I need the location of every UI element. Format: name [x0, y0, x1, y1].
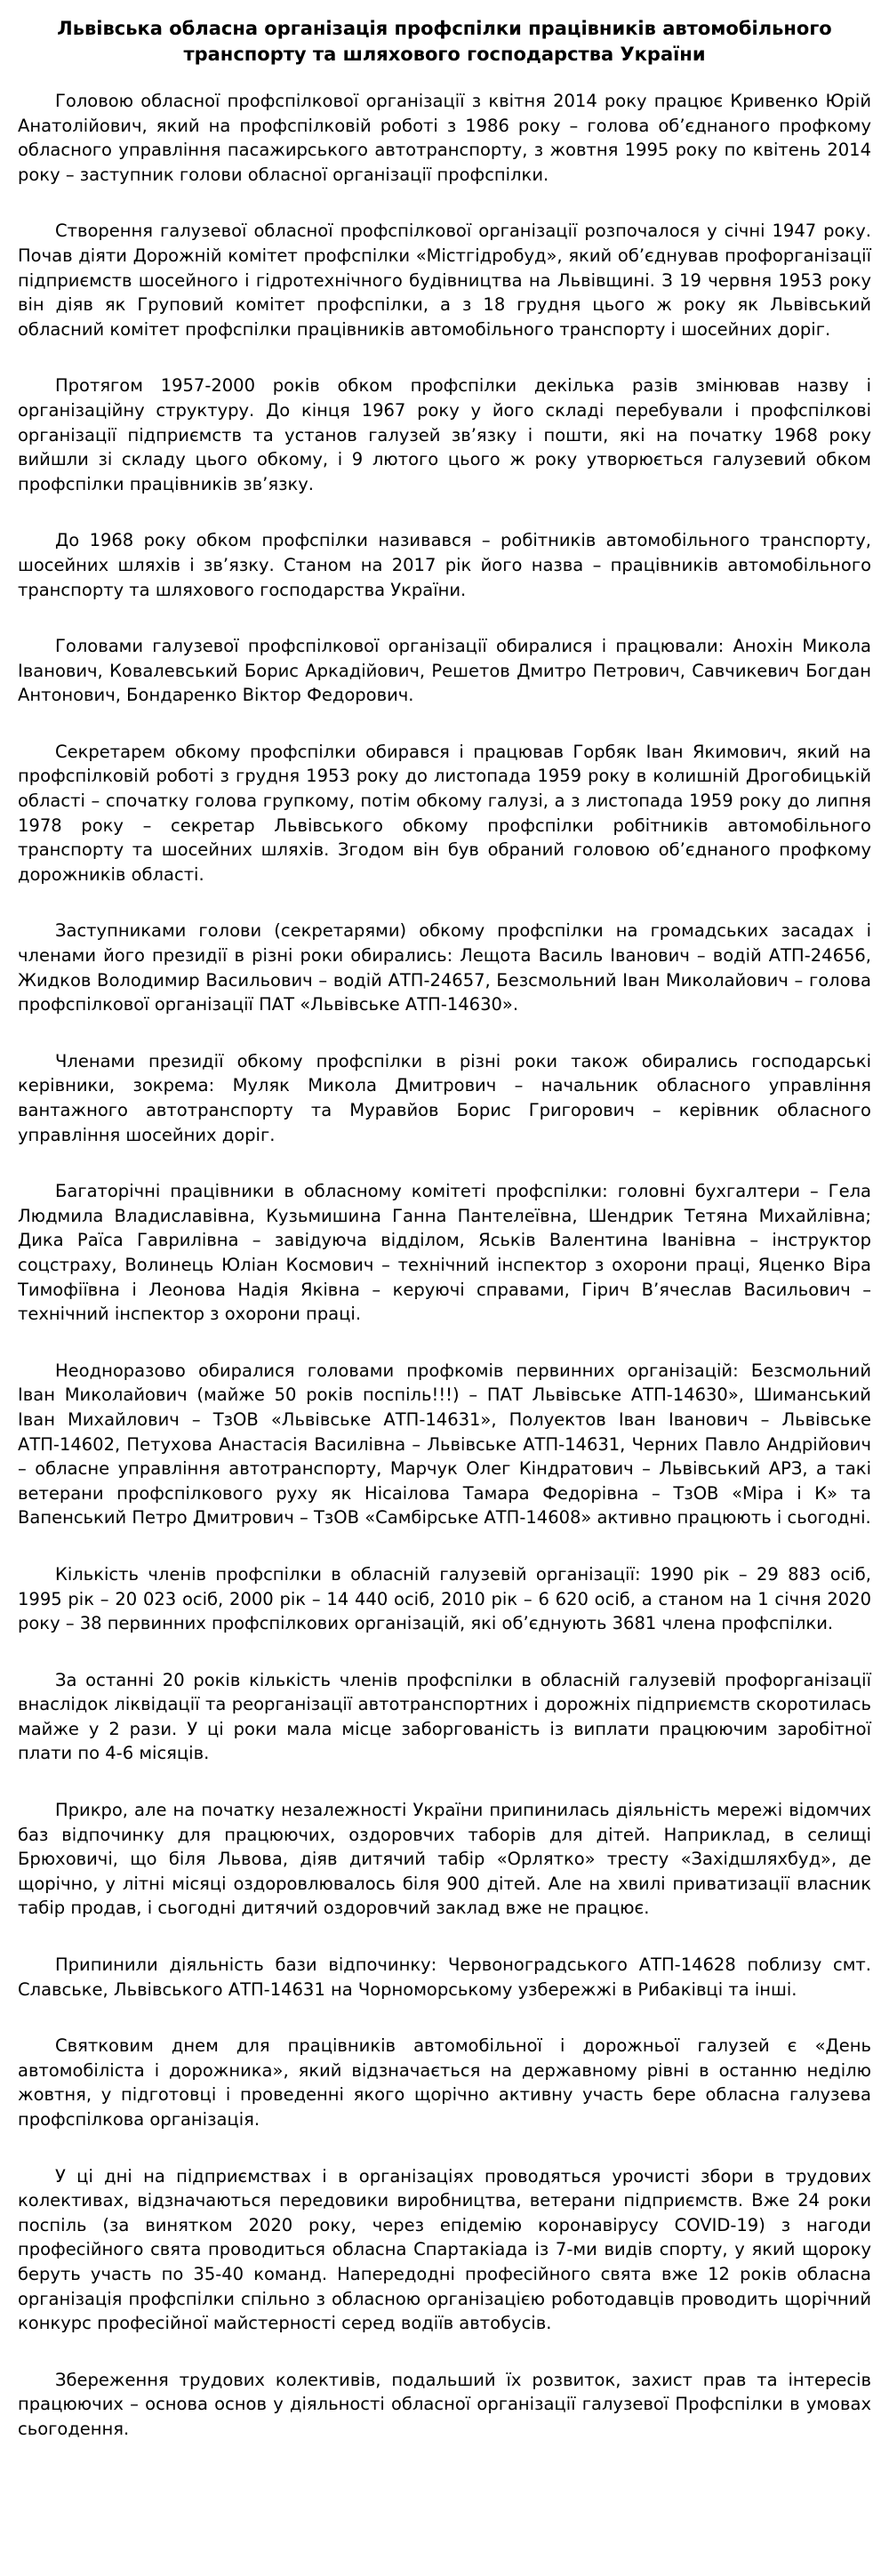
paragraph-16: У ці дні на підприємствах і в організаціях проводяться урочисті збори в трудових колективах, відзначаються передовики виробництва, ветерани підприємств. Вже 24 роки поспіль (за винятком 2020 року, через епідемію коронавірусу COVID-19) з нагоди професійного свята проводиться обласна Спартакіада із 7-ми видів спорту, у який щороку беруть участь по 35-40 команд. Напередодні професійного свята вже 12 років обласна організація профспілки спільно з обласною організацією роботодавців проводить щорічний конкурс професійної майстерності серед водіїв автобусів. [18, 2165, 871, 2334]
paragraph-11: Кількість членів профспілки в обласній галузевій організації: 1990 рік – 29 883 осіб, 1995 рік – 20 023 осіб, 2000 рік – 14 440 осіб, 2010 рік – 6 620 осіб, а станом на 1 січня 2020 року – 38 первинних профспілкових організацій, які об’єднують 3681 члена профспілки. [18, 1563, 871, 1634]
document-title: Львівська обласна організація профспілки працівників автомобільного транспорту та шляхового господарства України [57, 18, 832, 65]
paragraph-5: Головами галузевої профспілкової організації обиралися і працювали: Анохін Микола Іванович, Ковалевський Борис Аркадійович, Решетов Дмитро Петрович, Савчикевич Богдан Антонович, Бондаренко Віктор Федорович. [18, 636, 871, 706]
paragraph-6: Секретарем обкому профспілки обирався і працював Горбяк Іван Якимович, який на профспілковій роботі з грудня 1953 року до листопада 1959 року в колишній Дрогобицькій області – спочатку голова групкому, потім обкому галузі, а з листопада 1959 року до липня 1978 року – секретар Львівського обкому профспілки робітників автомобільного транспорту та шосейних шляхів. Згодом він був обраний головою об’єднаного профкому дорожників області. [18, 741, 871, 885]
paragraph-17: Збереження трудових колективів, подальший їх розвиток, захист прав та інтересів працюючих – основа основ у діяльності обласної організації галузевої Профспілки в умовах сьогодення. [18, 2369, 871, 2439]
paragraph-4: До 1968 року обком профспілки називався – робітників автомобільного транспорту, шосейних шляхів і зв’язку. Станом на 2017 рік його назва – працівників автомобільного транспорту та шляхового господарства України. [18, 530, 871, 600]
paragraph-8: Членами президії обкому профспілки в різні роки також обирались господарські керівники, зокрема: Муляк Микола Дмитрович – начальник обласного управління вантажного автотранспорту та Муравйов Борис Григорович – керівник обласного управління шосейних доріг. [18, 1050, 871, 1145]
paragraph-2: Створення галузевої обласної профспілкової організації розпочалося у січні 1947 року. Почав діяти Дорожній комітет профспілки «Містгідробуд», який об’єднував профорганізації підприємств шосейного і гідротехнічного будівництва на Львівщині. З 19 червня 1953 року він діяв як Груповий комітет профспілки, а з 18 грудня цього ж року як Львівський обласний комітет профспілки працівників автомобільного транспорту і шосейних доріг. [18, 221, 871, 340]
paragraph-13: Прикро, але на початку незалежності України припинилась діяльність мережі відомчих баз відпочинку для працюючих, оздоровчих таборів для дітей. Наприклад, в селищі Брюховичі, що біля Львова, діяв дитячий табір «Орлятко» тресту «Західшляхбуд», де щорічно, у літні місяці оздоровлювалось біля 900 дітей. Але на хвилі приватизації власник табір продав, і сьогодні дитячий оздоровчий заклад вже не працює. [18, 1800, 871, 1919]
paragraph-9: Багаторічні працівники в обласному комітеті профспілки: головні бухгалтери – Гела Людмила Владиславівна, Кузьмишина Ганна Пантелеївна, Шендрик Тетяна Михайлівна; Дика Раїса Гаврилівна – завідуюча відділом, Яськів Валентина Іванівна – інструктор соцстраху, Волинець Юліан Космович – технічний інспектор з охорони праці, Яценко Віра Тимофіївна і Леонова Надія Яківна – керуючі справами, Гірич В’ячеслав Васильович – технічний інспектор з охорони праці. [18, 1181, 871, 1325]
paragraph-3: Протягом 1957-2000 років обком профспілки декілька разів змінював назву і організаційну структуру. До кінця 1967 року у його складі перебували і профспілкові організації підприємств та установ галузей зв’язку і пошти, які на початку 1968 року вийшли зі складу цього обкому, і 9 лютого цього ж року утворюється галузевий обком профспілки працівників зв’язку. [18, 375, 871, 494]
paragraph-15: Святковим днем для працівників автомобільної і дорожньої галузей є «День автомобіліста і дорожника», який відзначається на державному рівні в останню неділю жовтня, у підготовці і проведенні якого щорічно активну участь бере обласна галузева профспілкова організація. [18, 2035, 871, 2130]
paragraph-12: За останні 20 років кількість членів профспілки в обласній галузевій профорганізації внаслідок ліквідації та реорганізації автотранспортних і дорожніх підприємств скоротилась майже у 2 рази. У ці роки мала місце заборгованість із виплати працюючим заробітної плати по 4-6 місяців. [18, 1669, 871, 1764]
document-body [18, 89, 871, 2442]
paragraph-7: Заступниками голови (секретарями) обкому профспілки на громадських засадах і членами його президії в різні роки обирались: Лещота Василь Іванович – водій АТП-24656, Жидков Володимир Васильович – водій АТП-24657, Безсмольний Іван Миколайович – голова профспілкової організації ПАТ «Львівське АТП-14630». [18, 920, 871, 1015]
paragraph-10: Неодноразово обиралися головами профкомів первинних організацій: Безсмольний Іван Миколайович (майже 50 років поспіль!!!) – ПАТ Львівське АТП-14630», Шиманський Іван Михайлович – ТзОВ «Львівське АТП-14631», Полуектов Іван Іванович – Львівське АТП-14602, Петухова Анастасія Василівна – Львівське АТП-14631, Черних Павло Андрійович – обласне управління автотранспорту, Марчук Олег Кіндратович – Львівський АРЗ, а такі ветерани профспілкового руху як Нісаілова Тамара Федорівна – ТзОВ «Міра і К» та Вапенський Петро Дмитрович – ТзОВ «Самбірське АТП-14608» активно працюють і сьогодні. [18, 1360, 871, 1529]
paragraph-1: Головою обласної профспілкової організації з квітня 2014 року працює Кривенко Юрій Анатолійович, який на профспілковій роботі з 1986 року – голова об’єднаного профкому обласного управління пасажирського автотранспорту, з жовтня 1995 року по квітень 2014 року – заступник голови обласної організації профспілки. [18, 91, 871, 185]
paragraph-14: Припинили діяльність бази відпочинку: Червоноградського АТП-14628 поблизу смт. Славське, Львівського АТП-14631 на Чорноморському узбережжі в Рибаківці та інші. [18, 1954, 871, 2000]
